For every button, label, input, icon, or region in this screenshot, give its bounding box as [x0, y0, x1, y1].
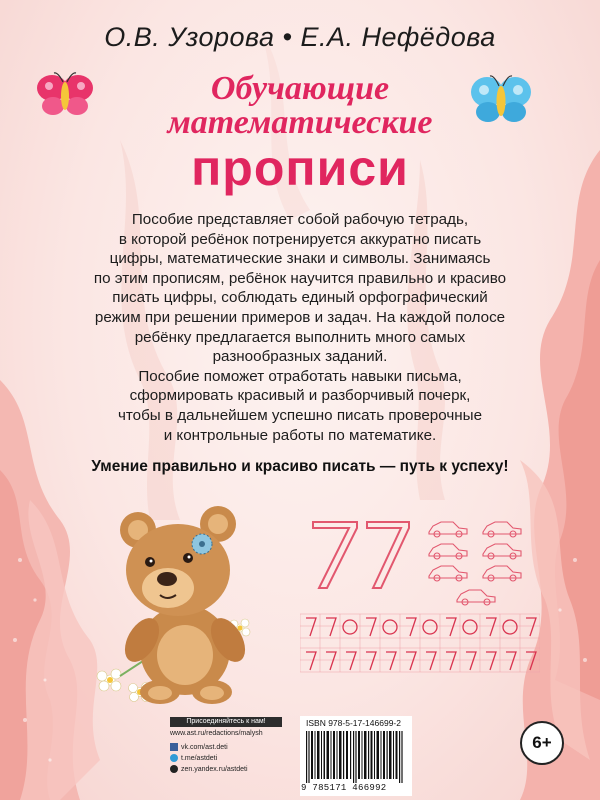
- telegram-icon: [170, 754, 178, 762]
- social-link-text: vk.com/ast.deti: [181, 743, 228, 751]
- social-link-vk[interactable]: [170, 743, 228, 751]
- description-line: Пособие поможет отработать навыки письма,: [138, 367, 462, 385]
- age-rating-badge: 6+: [520, 721, 564, 765]
- social-link-zen[interactable]: [170, 765, 248, 773]
- description-line: Пособие представляет собой рабочую тетрадь,: [131, 211, 469, 228]
- social-link-text: t.me/astdeti: [181, 754, 218, 762]
- handwriting-practice-grid: [300, 612, 540, 676]
- description-line: разнообразных заданий.: [212, 348, 388, 366]
- car-tracing-exercise: [425, 518, 535, 610]
- motto: Умение правильно и красиво писать — путь к успеху!: [91, 458, 509, 475]
- barcode-number: 9 785171 466992: [301, 783, 387, 793]
- sample-digit-label: 7: [305, 514, 306, 515]
- title-line-1: Обучающие: [210, 70, 390, 107]
- barcode-image: [306, 731, 406, 783]
- publisher-url[interactable]: www.ast.ru/redactions/malysh: [170, 730, 263, 737]
- description-line: писать цифры, соблюдать единый орфографический: [112, 289, 488, 307]
- description-line: чтобы в дальнейшем успешно писать проверочные: [117, 406, 483, 424]
- zen-icon: [170, 765, 178, 773]
- description-line: ребёнку предлагается выполнить много самых: [134, 328, 466, 346]
- authors: О.В. Узорова • Е.А. Нефёдова: [104, 22, 496, 52]
- teddy-bear-illustration: [90, 500, 270, 705]
- description-line: цифры, математические знаки и символы. Занимаясь: [109, 250, 491, 268]
- social-link-text: zen.yandex.ru/astdeti: [181, 765, 248, 773]
- title-line-2: математические: [167, 104, 433, 141]
- description-line: по этим прописям, ребёнок научится правильно и красиво: [93, 269, 507, 287]
- description-line: в которой ребёнок потренируется аккуратно писать: [118, 230, 482, 248]
- title-line-3: прописи: [191, 140, 409, 196]
- description-line: сформировать красивый и разборчивый почерк,: [129, 387, 471, 405]
- join-us-label: Присоединяйтесь к нам!: [170, 717, 282, 727]
- isbn: ISBN 978-5-17-146699-2: [306, 718, 401, 728]
- description: [70, 210, 530, 445]
- vk-icon: [170, 743, 178, 751]
- social-link-telegram[interactable]: [170, 754, 217, 762]
- description-line: режим при решении примеров и задач. На каждой полосе: [94, 308, 506, 326]
- sample-digit-seven: [305, 514, 415, 594]
- description-line: и контрольные работы по математике.: [163, 426, 437, 444]
